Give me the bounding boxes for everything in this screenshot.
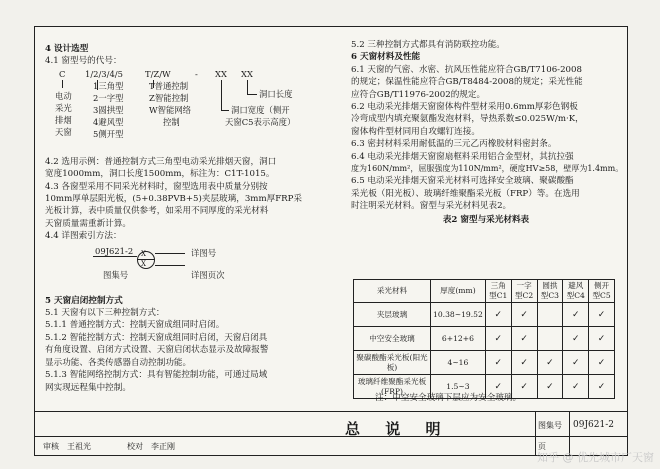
check-mark: ✓ (563, 351, 589, 375)
para-5-1-3-line1: 5.1.3 智能网络控制方式：具有智能控制功能，可通过局域 (45, 370, 268, 381)
para-6-line10: 6.5 电动采光排烟天窗采光材料可选择安全玻璃、聚碳酸酯 (351, 176, 574, 187)
col2-1: 2一字型 (93, 92, 124, 103)
section-5-heading: 5 天窗启闭控制方式 (45, 295, 123, 306)
left-column (45, 43, 330, 394)
section-6-heading: 6 天窗材料及性能 (351, 52, 421, 63)
th-c1: 三角型C1 (485, 280, 511, 303)
section-4-heading: 4 设计选型 (45, 44, 89, 54)
table-row (354, 303, 615, 327)
th-thickness: 厚度(mm) (431, 280, 486, 303)
checker-name: 李正刚 (151, 442, 175, 451)
col2-4: 5侧开型 (93, 128, 124, 139)
idx-x-bottom: X (141, 259, 146, 268)
th-c2: 一字型C2 (511, 280, 537, 303)
check-mark: ✓ (589, 375, 615, 399)
para-4-2-line2: 宽度1000mm，洞口长度1500mm，标注为：C1T-1015。 (45, 169, 275, 180)
check-mark (537, 303, 563, 327)
check-mark: ✓ (563, 375, 589, 399)
check-mark: ✓ (511, 375, 537, 399)
para-4-3-line1: 4.3 各窗型采用不同采光材料时，窗型选用表中质量分别按 (45, 181, 268, 192)
para-5-1-1: 5.1.1 普通控制方式：控制天窗成组同时启闭。 (45, 320, 225, 331)
para-6-line2: 的规定；保温性能应符合GB/T8484-2008的规定；采光性能 (351, 77, 583, 88)
cell-thickness: 10.38~19.52 (431, 303, 486, 327)
review-label: 审核 (43, 442, 59, 451)
para-6-line3: 应符合GB/T11976-2002的规定。 (351, 89, 486, 100)
th-c5: 侧开型C5 (589, 280, 615, 303)
check-mark: ✓ (589, 303, 615, 327)
cell-material: 聚碳酸酯采光板(阳光板) (354, 351, 431, 375)
para-6-line7: 6.3 密封材料采用耐低温的三元乙丙橡胶材料密封条。 (351, 139, 557, 150)
leader (247, 94, 257, 95)
col2-3: 4避风型 (93, 116, 124, 127)
para-5-2: 5.2 三种控制方式都具有消防联控功能。 (351, 40, 505, 50)
model-code-diagram (45, 68, 330, 156)
page-label: 页 (538, 442, 546, 451)
col1-0: 电动 (55, 90, 72, 101)
cell-material: 夹层玻璃 (354, 303, 431, 327)
cell-thickness: 1.5~3 (431, 375, 486, 399)
para-4-3-line3: 光板计算，表中质量仅供参考，如采用不同厚度的采光材料 (45, 206, 269, 217)
leader (221, 80, 222, 110)
idx-circle-divider (137, 259, 155, 260)
watermark-text: 知乎 @ 优先城市厂天窗 (537, 451, 654, 464)
table-row (354, 327, 615, 351)
check-mark: ✓ (511, 351, 537, 375)
para-6-line9: 度为160N/mm²，屈服强度为110N/mm²，硬度HV≥58，壁厚为1.4mm。 (351, 164, 624, 174)
check-mark: ✓ (485, 303, 511, 327)
idx-tujihao: 图集号 (103, 269, 129, 280)
check-mark: ✓ (511, 303, 537, 327)
col2-0: 1三角型 (93, 80, 124, 91)
para-6-line1: 6.1 天窗的气密、水密、抗风压性能应符合GB/T7106-2008 (351, 64, 582, 75)
para-5-1: 5.1 天窗有以下三种控制方式： (45, 308, 165, 319)
col3-1: Z智能控制 (149, 92, 189, 103)
right-column (351, 39, 624, 226)
col1-1: 采光 (55, 102, 72, 113)
code-dash: - (195, 68, 198, 79)
code-c: C (59, 68, 66, 79)
para-4-2-line1: 4.2 选用示例：普通控制方式三角型电动采光排烟天窗，洞口 (45, 156, 277, 167)
col1-3: 天窗 (55, 126, 72, 137)
para-4-1: 4.1 窗型号的代号： (45, 56, 122, 67)
cell-material: 中空安全玻璃 (354, 327, 431, 351)
atlas-label: 图集号 (538, 421, 562, 430)
table-note: 注：中空安全玻璃下层应为安全玻璃。 (375, 393, 522, 403)
para-6-line6: 窗体构件型材同用自攻螺钉连接。 (351, 126, 480, 137)
check-mark: ✓ (485, 375, 511, 399)
idx-xiangtuhao: 详图号 (191, 247, 217, 258)
check-mark: ✓ (537, 351, 563, 375)
leader (247, 80, 248, 94)
para-6-line4: 6.2 电动采光排烟天窗窗体构件型材采用0.6mm厚彩色钢板 (351, 102, 578, 113)
check-label: 校对 (127, 442, 143, 451)
drawing-title: 总 说 明 (345, 420, 451, 438)
material-table (353, 279, 615, 399)
table-header-row (354, 280, 615, 303)
para-4-3-line2: 10mm厚单层阳光板，(5+0.38PVB+5)夹层玻璃，3mm厚FRP采 (45, 194, 303, 205)
leader (62, 80, 63, 88)
cell-material: 玻璃纤维聚酯采光板(FRP) (354, 375, 431, 399)
para-4-3-line4: 天窗质量需重新计算。 (45, 218, 131, 229)
col4-2: 天窗C5表示高度） (225, 116, 296, 127)
code-xx2: XX (241, 68, 253, 79)
check-mark (537, 327, 563, 351)
idx-underline (93, 256, 137, 257)
code-nums: 1/2/3/4/5 (85, 68, 123, 79)
col3-2: W智能网络 (149, 104, 192, 115)
th-c3: 圆拱型C3 (537, 280, 563, 303)
check-mark: ✓ (485, 351, 511, 375)
check-mark: ✓ (563, 303, 589, 327)
col4-0: 洞口长度 (259, 88, 293, 99)
col2-2: 3圆拱型 (93, 104, 124, 115)
reviewer-name: 王祖光 (67, 442, 91, 451)
idx-circle (137, 251, 155, 269)
col3-3: 控制 (163, 116, 180, 127)
check-mark: ✓ (537, 375, 563, 399)
title-block-divider (535, 412, 536, 456)
para-5-1-3-line2: 网实现远程集中控制。 (45, 382, 131, 393)
idx-leader (155, 265, 185, 266)
col3-0: T普通控制 (149, 80, 189, 91)
para-6-line11: 采光板（阳光板）、玻璃纤维聚酯采光板（FRP）等。在选用 (351, 188, 580, 199)
check-mark: ✓ (485, 327, 511, 351)
idx-yeci: 详图页次 (191, 269, 225, 280)
leader (221, 110, 229, 111)
th-c4: 避风型C4 (563, 280, 589, 303)
col4-1: 洞口宽度（侧开 (231, 104, 290, 115)
detail-index-diagram (45, 243, 330, 295)
atlas-number: 09J621-2 (573, 420, 615, 430)
check-mark: ✓ (511, 327, 537, 351)
col1-2: 排烟 (55, 114, 72, 125)
para-6-line12: 时注明采光材料。窗型与采光材料见表2。 (351, 201, 512, 212)
idx-code: 09J621-2 (95, 245, 134, 256)
check-mark: ✓ (589, 327, 615, 351)
code-xx1: XX (215, 68, 227, 79)
para-5-1-2-line3: 显示功能、各类传感器自动控制功能。 (45, 357, 192, 368)
check-mark: ✓ (589, 351, 615, 375)
drawing-sheet (34, 26, 628, 456)
idx-leader (155, 253, 185, 254)
check-mark: ✓ (563, 327, 589, 351)
para-4-4: 4.4 详图索引方法： (45, 231, 122, 242)
cell-thickness: 6+12+6 (431, 327, 486, 351)
para-6-line5: 冷弯成型内填充聚氨酯发泡材料，导热系数≤0.025W/m·K， (351, 114, 584, 125)
para-5-1-2-line2: 有角度设置、启闭方式设置、天窗启闭状态显示及故障报警 (45, 345, 269, 356)
para-5-1-2-line1: 5.1.2 智能控制方式：控制天窗成组同时启闭，天窗启闭具 (45, 332, 268, 343)
cell-thickness: 4~16 (431, 351, 486, 375)
table-row (354, 351, 615, 375)
table-title: 表2 窗型与采光材料表 (442, 214, 530, 225)
para-6-line8: 6.4 电动采光排烟天窗窗扇框料采用铝合金型材，其抗拉强 (351, 151, 574, 162)
title-block-divider (35, 436, 627, 437)
code-tzw: T/Z/W (145, 68, 171, 79)
idx-x-top: X (141, 249, 146, 258)
th-material: 采光材料 (354, 280, 431, 303)
